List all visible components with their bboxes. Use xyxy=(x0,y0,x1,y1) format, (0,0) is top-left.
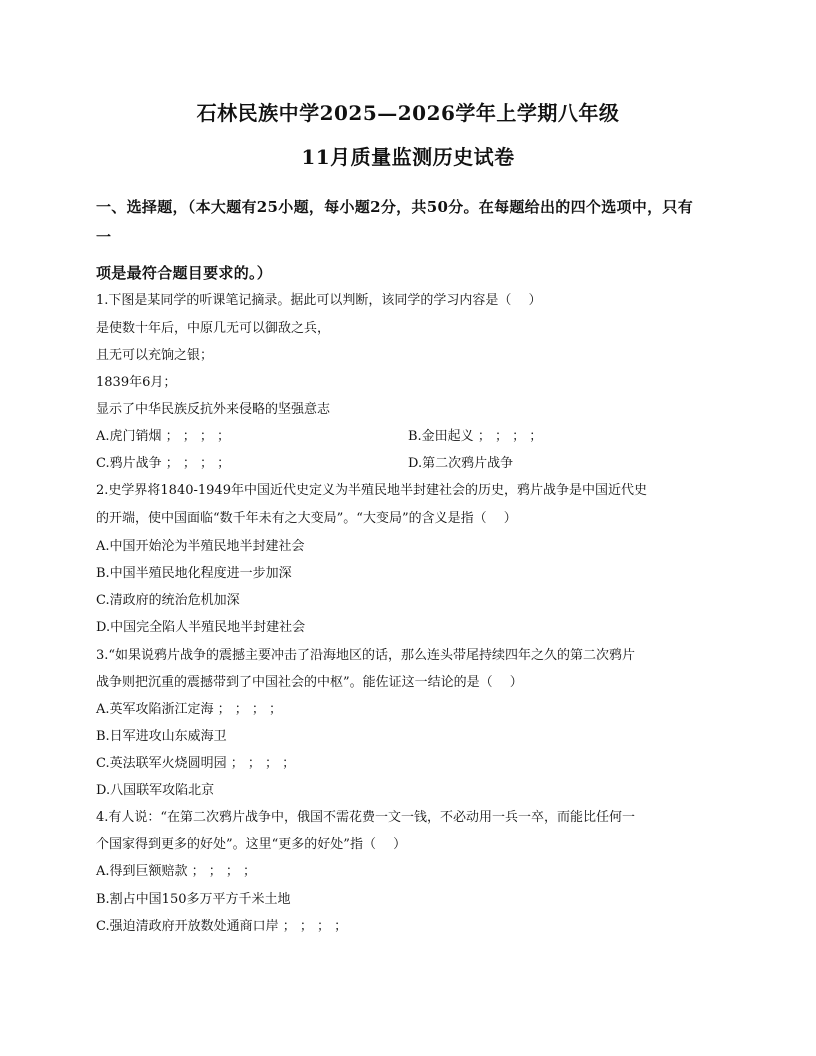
question-1-material: 1839年6月； xyxy=(96,375,177,390)
question-4-stem: 个国家得到更多的好处”。这里“更多的好处”指（ ） xyxy=(96,837,407,852)
section-heading-continued: 一 xyxy=(96,228,112,246)
question-3-option-c: C.英法联军火烧圆明园 ； ； ； ； xyxy=(96,756,296,771)
question-1-material: 显示了中华民族反抗外来侵略的坚强意志 xyxy=(96,402,331,417)
question-2-option-a: A.中国开始沦为半殖民地半封建社会 xyxy=(96,539,305,554)
section-heading: 一、选择题，（本大题有25小题，每小题2分，共50分。在每题给出的四个选项中，只有 xyxy=(96,198,693,216)
question-4-option-c: C.强迫清政府开放数处通商口岸 ； ； ； ； xyxy=(96,919,348,934)
question-1-option-c: C.鸦片战争 ； ； ； ； xyxy=(96,456,231,471)
question-3-option-a: A.英军攻陷浙江定海 ； ； ； ； xyxy=(96,702,283,717)
question-4-option-b: B.割占中国150多万平方千米土地 xyxy=(96,892,291,907)
question-3-stem: 3.“如果说鸦片战争的震撼主要冲击了沿海地区的话，那么连头带尾持续四年之久的第二次鸦片 xyxy=(96,648,636,663)
exam-subtitle: 11月质量监测历史试卷 xyxy=(301,145,515,169)
question-3-stem: 战争则把沉重的震撼带到了中国社会的中枢”。能佐证这一结论的是（ ） xyxy=(96,675,523,690)
question-4-stem: 4.有人说：“在第二次鸦片战争中，俄国不需花费一文一钱，不必动用一兵一卒，而能比任何一 xyxy=(96,810,636,825)
question-1-stem: 1.下图是某同学的听课笔记摘录。据此可以判断，该同学的学习内容是（ ） xyxy=(96,293,542,308)
question-3-option-d: D.八国联军攻陷北京 xyxy=(96,783,215,798)
question-1-material: 且无可以充饷之银； xyxy=(96,348,214,363)
section-heading-continued: 项是最符合题目要求的。） xyxy=(96,264,273,282)
exam-title: 石林民族中学2025—2026学年上学期八年级 xyxy=(196,101,620,125)
question-1-material: 是使数十年后，中原几无可以御敌之兵， xyxy=(96,321,331,336)
question-3-option-b: B.日军进攻山东威海卫 xyxy=(96,729,227,744)
question-4-option-a: A.得到巨额赔款 ； ； ； ； xyxy=(96,864,257,879)
question-1-option-b: B.金田起义 ； ； ； ； xyxy=(408,429,543,444)
question-2-stem: 的开端，使中国面临“数千年未有之大变局”。“大变局”的含义是指（ ） xyxy=(96,511,517,526)
question-1-option-a: A.虎门销烟 ； ； ； ； xyxy=(96,429,231,444)
question-2-option-c: C.清政府的统治危机加深 xyxy=(96,593,240,608)
question-2-stem: 2.史学界将1840-1949年中国近代史定义为半殖民地半封建社会的历史，鸦片战争是中国近代史 xyxy=(96,483,647,498)
question-2-option-b: B.中国半殖民地化程度进一步加深 xyxy=(96,566,292,581)
question-1-option-d: D.第二次鸦片战争 xyxy=(408,456,514,471)
question-2-option-d: D.中国完全陷人半殖民地半封建社会 xyxy=(96,620,306,635)
